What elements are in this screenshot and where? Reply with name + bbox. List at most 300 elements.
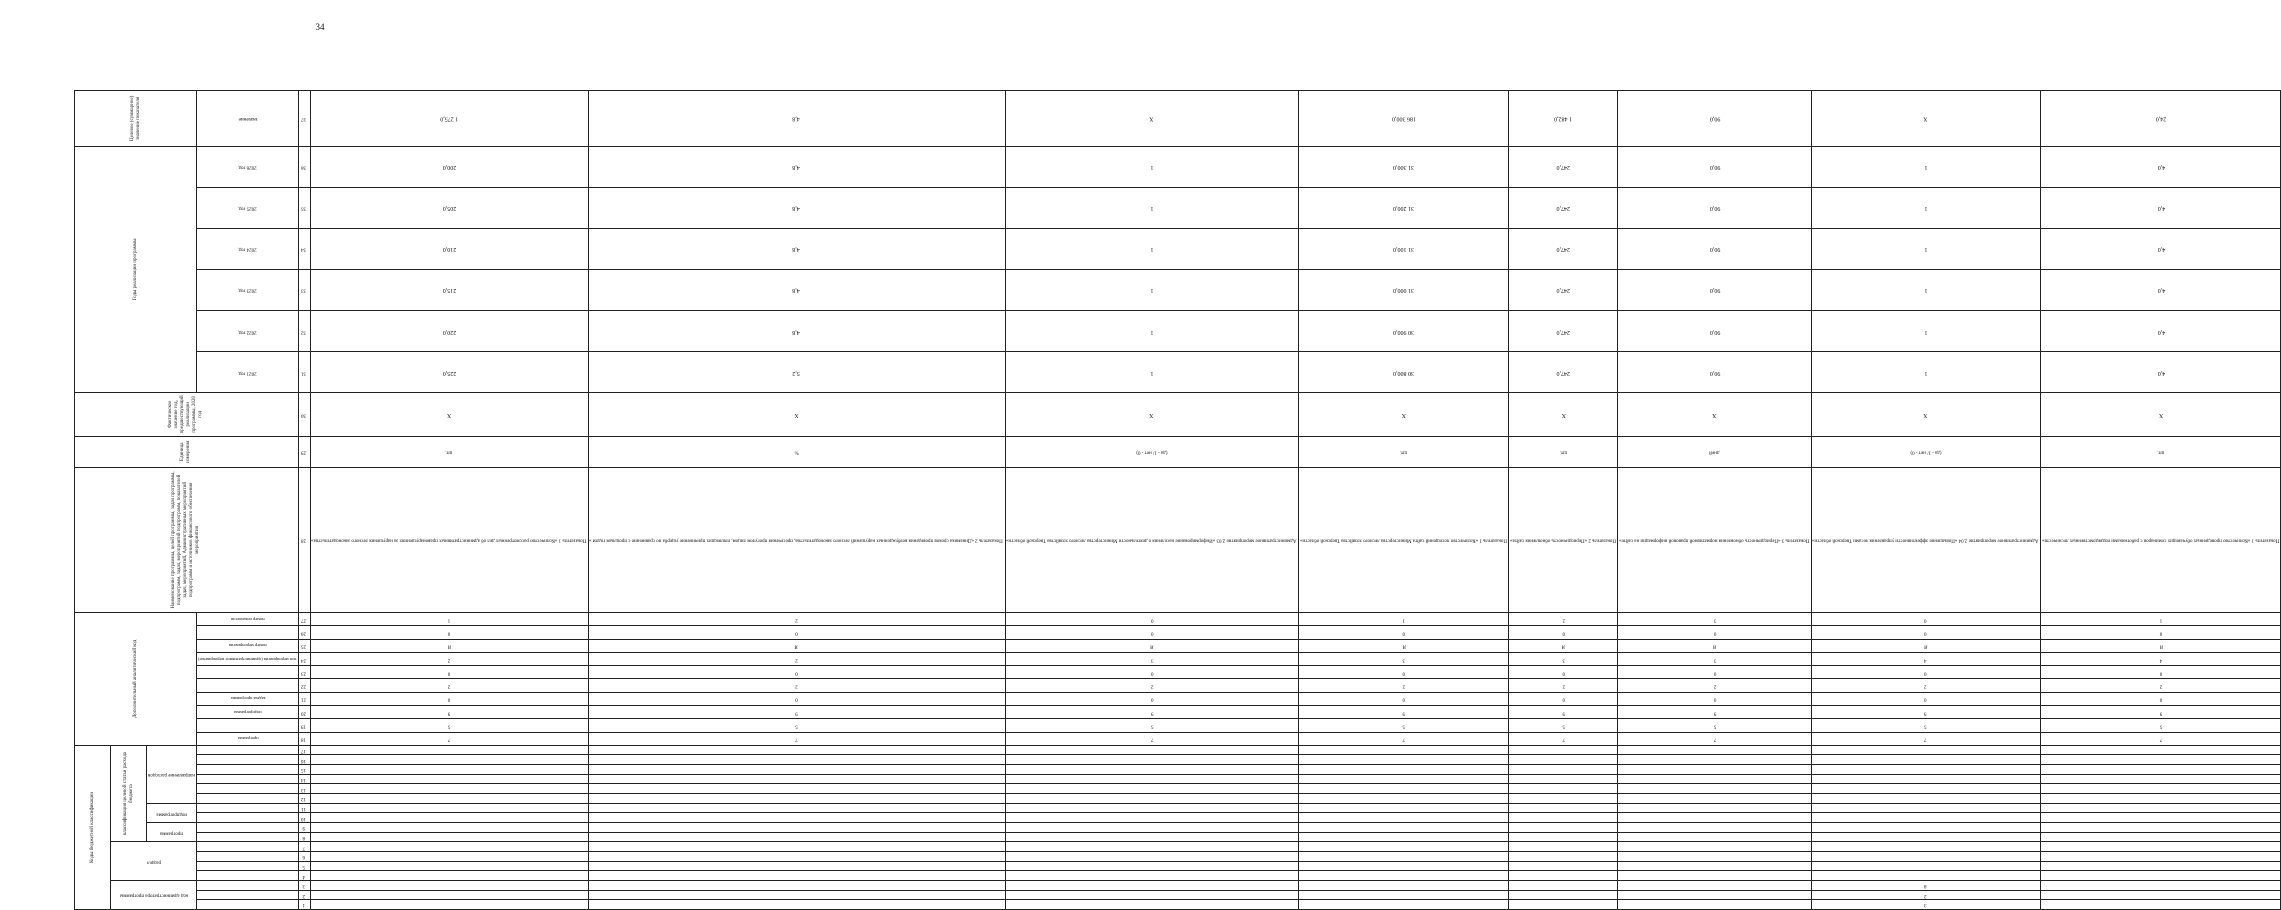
column-number: 4 xyxy=(298,871,310,881)
column-number: 37 xyxy=(298,91,310,147)
unit-cell: шт. xyxy=(1509,436,1618,467)
empty-code-cell xyxy=(1509,774,1618,784)
empty-code-cell xyxy=(588,823,1005,833)
column-number: 5 xyxy=(298,861,310,871)
extra-code-cell: 1 xyxy=(310,612,588,625)
header-blank-cell xyxy=(197,823,299,833)
admin-code-cell xyxy=(1005,890,1298,900)
year-value-cell: 4,8 xyxy=(588,269,1005,310)
empty-code-cell xyxy=(310,745,588,755)
header-admin-code: код администратора программы xyxy=(111,881,197,910)
header-section: раздел xyxy=(111,842,197,881)
extra-code-cell: 2 xyxy=(1509,679,1618,692)
column-number: 3 xyxy=(298,881,310,891)
empty-code-cell xyxy=(1618,745,1811,755)
header-measure-no xyxy=(197,626,299,639)
empty-code-cell xyxy=(1618,823,1811,833)
extra-code-cell: 2 xyxy=(2041,679,2281,692)
year-value-cell: 247,0 xyxy=(1509,269,1618,310)
admin-code-cell xyxy=(310,890,588,900)
column-number: 12 xyxy=(298,794,310,804)
extra-code-cell: Я xyxy=(1509,639,1618,652)
header-blank-cell xyxy=(197,842,299,852)
empty-code-cell xyxy=(1811,774,2041,784)
column-number: 7 xyxy=(298,842,310,852)
extra-code-cell: 0 xyxy=(1299,666,1509,679)
extra-code-cell: 0 xyxy=(1618,626,1811,639)
extra-code-cell: 7 xyxy=(1509,732,1618,745)
empty-code-cell xyxy=(1509,832,1618,842)
extra-code-cell: 2 xyxy=(310,679,588,692)
header-blank-cell xyxy=(197,881,299,891)
unit-cell: (да - 1/ нет - 0) xyxy=(1811,436,2041,467)
extra-code-cell: Я xyxy=(310,639,588,652)
empty-code-cell xyxy=(310,823,588,833)
header-measure-no: номер мероприятия xyxy=(197,639,299,652)
column-number: 14 xyxy=(298,774,310,784)
header-blank-cell xyxy=(197,794,299,804)
header-year: 2025 год xyxy=(197,187,299,228)
admin-code-cell xyxy=(588,890,1005,900)
column-number: 2 xyxy=(298,890,310,900)
empty-code-cell xyxy=(1299,803,1509,813)
empty-code-cell xyxy=(2041,794,2281,804)
empty-code-cell xyxy=(1811,784,2041,794)
admin-code-cell: 8 xyxy=(1811,881,2041,891)
extra-code-cell: Я xyxy=(1299,639,1509,652)
column-number: 23 xyxy=(298,666,310,679)
year-value-cell: 4,8 xyxy=(588,310,1005,351)
admin-code-cell xyxy=(310,881,588,891)
header-blank-cell xyxy=(197,890,299,900)
extra-code-cell: 2 xyxy=(588,612,1005,625)
header-task xyxy=(197,679,299,692)
header-target-title: Целевое (суммарное) значение показателя xyxy=(75,91,197,147)
empty-code-cell xyxy=(2041,774,2281,784)
empty-code-cell xyxy=(1811,871,2041,881)
empty-code-cell xyxy=(1005,842,1298,852)
extra-code-cell: 5 xyxy=(2041,719,2281,732)
target-value-cell: 1 275,0 xyxy=(310,91,588,147)
column-number: 21 xyxy=(298,692,310,705)
year-value-cell: 4,0 xyxy=(2041,146,2281,187)
extra-code-cell: 0 xyxy=(588,692,1005,705)
target-value-cell: 24,0 xyxy=(2041,91,2281,147)
year-value-cell: 90,0 xyxy=(1618,228,1811,269)
extra-code-cell: 0 xyxy=(310,626,588,639)
empty-code-cell xyxy=(310,755,588,765)
column-number: 17 xyxy=(298,745,310,755)
header-year: 2022 год xyxy=(197,310,299,351)
empty-code-cell xyxy=(2041,842,2281,852)
year-value-cell: 247,0 xyxy=(1509,146,1618,187)
extra-code-cell: 2 xyxy=(1811,679,2041,692)
admin-code-cell xyxy=(2041,881,2281,891)
header-row xyxy=(75,91,111,910)
empty-code-cell xyxy=(1005,852,1298,862)
year-value-cell: 90,0 xyxy=(1618,310,1811,351)
admin-code-cell: 2 xyxy=(1811,890,2041,900)
column-number: 22 xyxy=(298,679,310,692)
fin-year-cell: Х xyxy=(1811,393,2041,436)
header-target-value: значение xyxy=(197,91,299,147)
empty-code-cell xyxy=(2041,803,2281,813)
empty-code-cell xyxy=(1005,774,1298,784)
column-number: 26 xyxy=(298,626,310,639)
empty-code-cell xyxy=(1618,842,1811,852)
year-value-cell: 4,8 xyxy=(588,228,1005,269)
empty-code-cell xyxy=(1005,784,1298,794)
empty-code-cell xyxy=(310,803,588,813)
column-number: 32 xyxy=(298,310,310,351)
column-number: 13 xyxy=(298,784,310,794)
fin-year-cell: Х xyxy=(588,393,1005,436)
target-value-cell: 4,8 xyxy=(588,91,1005,147)
extra-code-cell: Я xyxy=(1811,639,2041,652)
year-value-cell: 1 xyxy=(1005,269,1298,310)
empty-code-cell xyxy=(1811,803,2041,813)
column-number: 31 xyxy=(298,352,310,393)
empty-code-cell xyxy=(310,794,588,804)
extra-code-cell: 7 xyxy=(588,732,1005,745)
header-indicator-no: номер показателя xyxy=(197,612,299,625)
empty-code-cell xyxy=(588,852,1005,862)
extra-code-cell: 3 xyxy=(1299,652,1509,665)
empty-code-cell xyxy=(1509,813,1618,823)
header-blank-cell xyxy=(197,832,299,842)
extra-code-cell: 0 xyxy=(1005,666,1298,679)
empty-code-cell xyxy=(1299,765,1509,775)
empty-code-cell xyxy=(1299,842,1509,852)
indicator-name: Показатель 1 «Количество проведенных обучающих семинаров с работниками подведомственных лесничеств» xyxy=(2041,467,2281,612)
year-value-cell: 1 xyxy=(1811,352,2041,393)
extra-code-cell: 2 xyxy=(1509,612,1618,625)
header-prog: программа xyxy=(197,732,299,745)
header-activity-type: тип мероприятия (административное мероприятие) xyxy=(197,652,299,665)
extra-code-cell: 9 xyxy=(2041,706,2281,719)
empty-code-cell xyxy=(1618,861,1811,871)
header-name: Наименование программы, целей программы, задач программы, подпрограмм, задач, мероприятий подпрограмм, показателей задач, мероприятий, Административных мероприятий подпрограмм и источников финансового обеспечения мероприятия xyxy=(75,467,299,612)
column-number: 25 xyxy=(298,639,310,652)
year-value-cell: 30 900,0 xyxy=(1299,310,1509,351)
year-value-cell: 200,0 xyxy=(310,146,588,187)
empty-code-cell xyxy=(310,852,588,862)
extra-code-cell: 0 xyxy=(1811,692,2041,705)
year-value-cell: 210,0 xyxy=(310,228,588,269)
empty-code-cell xyxy=(1811,765,2041,775)
extra-code-cell: 2 xyxy=(588,679,1005,692)
empty-code-cell xyxy=(588,794,1005,804)
target-value-cell: 1 482,0 xyxy=(1509,91,1618,147)
admin-code-cell xyxy=(588,881,1005,891)
column-number: 1 xyxy=(298,900,310,910)
header-subprog: подпрограмма xyxy=(197,706,299,719)
empty-code-cell xyxy=(1509,755,1618,765)
empty-code-cell xyxy=(1005,813,1298,823)
extra-code-cell: 0 xyxy=(1618,666,1811,679)
extra-code-cell: Я xyxy=(2041,639,2281,652)
empty-code-cell xyxy=(1618,784,1811,794)
table-row xyxy=(1005,91,1298,910)
column-number: 30 xyxy=(298,393,310,436)
empty-code-cell xyxy=(1811,861,2041,871)
year-value-cell: 1 xyxy=(1005,146,1298,187)
extra-code-cell: 9 xyxy=(588,706,1005,719)
empty-code-cell xyxy=(1811,813,2041,823)
admin-code-cell xyxy=(1618,890,1811,900)
extra-code-cell: Я xyxy=(1618,639,1811,652)
empty-code-cell xyxy=(1299,745,1509,755)
empty-code-cell xyxy=(1811,823,2041,833)
extra-code-cell: 0 xyxy=(2041,692,2281,705)
year-value-cell: 220,0 xyxy=(310,310,588,351)
empty-code-cell xyxy=(1509,803,1618,813)
target-value-cell: 90,0 xyxy=(1618,91,1811,147)
year-value-cell: 31 100,0 xyxy=(1299,228,1509,269)
extra-code-cell: 7 xyxy=(1299,732,1509,745)
column-number: 35 xyxy=(298,187,310,228)
empty-code-cell xyxy=(1509,842,1618,852)
admin-code-cell xyxy=(1005,881,1298,891)
empty-code-cell xyxy=(1618,852,1811,862)
indicator-name: Показатель 2 «Динамика сроков проведения возбужденных нарушений лесного законодательства, пресечения прогулом лицом, повлекших причинение ущерба по сравнению с прошлым годом » xyxy=(588,467,1005,612)
admin-code-cell xyxy=(2041,900,2281,910)
empty-code-cell xyxy=(1618,871,1811,881)
empty-code-cell xyxy=(310,784,588,794)
header-budget-codes: Коды бюджетной классификации xyxy=(75,745,111,909)
extra-code-cell: 0 xyxy=(1811,626,2041,639)
empty-code-cell xyxy=(2041,861,2281,871)
extra-code-cell: 0 xyxy=(588,666,1005,679)
column-number: 15 xyxy=(298,765,310,775)
empty-code-cell xyxy=(2041,832,2281,842)
header-blank-cell xyxy=(197,813,299,823)
empty-code-cell xyxy=(1618,755,1811,765)
extra-code-cell: 3 xyxy=(1618,612,1811,625)
year-value-cell: 4,0 xyxy=(2041,310,2281,351)
empty-code-cell xyxy=(1811,794,2041,804)
header-blank-cell xyxy=(197,765,299,775)
year-value-cell: 1 xyxy=(1811,228,2041,269)
empty-code-cell xyxy=(310,861,588,871)
extra-code-cell: 2 xyxy=(1299,679,1509,692)
year-value-cell: 1 xyxy=(1005,187,1298,228)
rotated-table-container xyxy=(74,90,2280,910)
indicator-name: Показатель 1 «Количество посещений сайта Министерства лесного хозяйства Тверской области» xyxy=(1299,467,1509,612)
empty-code-cell xyxy=(1509,745,1618,755)
target-value-cell: Х xyxy=(1811,91,2041,147)
empty-code-cell xyxy=(1299,832,1509,842)
fin-year-cell: Х xyxy=(2041,393,2281,436)
unit-cell: (да - 1/ нет - 0) xyxy=(1005,436,1298,467)
empty-code-cell xyxy=(1005,861,1298,871)
extra-code-cell: 1 xyxy=(1299,612,1509,625)
empty-code-cell xyxy=(310,871,588,881)
year-value-cell: 30 800,0 xyxy=(1299,352,1509,393)
extra-code-cell: Я xyxy=(588,639,1005,652)
extra-code-cell: 0 xyxy=(1509,666,1618,679)
extra-code-cell: 9 xyxy=(310,706,588,719)
empty-code-cell xyxy=(1618,813,1811,823)
empty-code-cell xyxy=(1509,784,1618,794)
target-value-cell: Х xyxy=(1005,91,1298,147)
extra-code-cell: 5 xyxy=(1811,719,2041,732)
empty-code-cell xyxy=(1299,852,1509,862)
extra-code-cell: 0 xyxy=(1005,692,1298,705)
fin-year-cell: Х xyxy=(310,393,588,436)
admin-code-cell xyxy=(1509,881,1618,891)
year-value-cell: 1 xyxy=(1811,146,2041,187)
empty-code-cell xyxy=(2041,784,2281,794)
fin-year-cell: Х xyxy=(1509,393,1618,436)
empty-code-cell xyxy=(1005,745,1298,755)
empty-code-cell xyxy=(588,861,1005,871)
empty-code-cell xyxy=(588,842,1005,852)
empty-code-cell xyxy=(2041,823,2281,833)
extra-code-cell: 0 xyxy=(1005,612,1298,625)
extra-code-cell: 7 xyxy=(2041,732,2281,745)
empty-code-cell xyxy=(1509,852,1618,862)
header-blank-cell xyxy=(197,774,299,784)
header-blank-cell xyxy=(197,900,299,910)
header-task xyxy=(197,666,299,679)
indicator-name: Показатель 2 «Периодичность обновления сайта» xyxy=(1509,467,1618,612)
empty-code-cell xyxy=(2041,745,2281,755)
header-direction: направление расходов xyxy=(147,745,197,803)
empty-code-cell xyxy=(1618,832,1811,842)
admin-code-cell xyxy=(1299,900,1509,910)
empty-code-cell xyxy=(1005,871,1298,881)
empty-code-cell xyxy=(1299,861,1509,871)
extra-code-cell: 2 xyxy=(310,652,588,665)
empty-code-cell xyxy=(1618,803,1811,813)
year-value-cell: 31 200,0 xyxy=(1299,187,1509,228)
admin-code-cell xyxy=(1509,890,1618,900)
header-target-article: классификация целевой статьи расхода бюджета xyxy=(111,745,147,842)
extra-code-cell: 9 xyxy=(1618,706,1811,719)
empty-code-cell xyxy=(2041,852,2281,862)
column-number: 20 xyxy=(298,706,310,719)
empty-code-cell xyxy=(310,774,588,784)
year-value-cell: 90,0 xyxy=(1618,146,1811,187)
extra-code-cell: 3 xyxy=(1618,652,1811,665)
extra-code-cell: 0 xyxy=(1811,666,2041,679)
fin-year-cell: Х xyxy=(1005,393,1298,436)
extra-code-cell: 0 xyxy=(1509,626,1618,639)
empty-code-cell xyxy=(1005,823,1298,833)
extra-code-cell: 0 xyxy=(2041,626,2281,639)
header-blank-cell xyxy=(197,861,299,871)
target-value-cell: 186 300,0 xyxy=(1299,91,1509,147)
year-value-cell: 247,0 xyxy=(1509,228,1618,269)
empty-code-cell xyxy=(1005,755,1298,765)
year-value-cell: 247,0 xyxy=(1509,310,1618,351)
extra-code-cell: 2 xyxy=(588,652,1005,665)
empty-code-cell xyxy=(2041,871,2281,881)
table-row xyxy=(1618,91,1811,910)
column-number: 6 xyxy=(298,852,310,862)
column-number: 19 xyxy=(298,719,310,732)
extra-code-cell: 9 xyxy=(1005,706,1298,719)
unit-cell: шт. xyxy=(1299,436,1509,467)
header-year: 2024 год xyxy=(197,228,299,269)
extra-code-cell: 7 xyxy=(1618,732,1811,745)
year-value-cell: 205,0 xyxy=(310,187,588,228)
year-value-cell: 5,2 xyxy=(588,352,1005,393)
empty-code-cell xyxy=(2041,765,2281,775)
unit-cell: шт. xyxy=(310,436,588,467)
column-number: 16 xyxy=(298,755,310,765)
unit-cell: дней xyxy=(1618,436,1811,467)
extra-code-cell: 5 xyxy=(1005,719,1298,732)
year-value-cell: 247,0 xyxy=(1509,352,1618,393)
year-value-cell: 4,0 xyxy=(2041,352,2281,393)
admin-code-cell xyxy=(1618,900,1811,910)
empty-code-cell xyxy=(1005,803,1298,813)
empty-code-cell xyxy=(1509,871,1618,881)
extra-code-cell: 0 xyxy=(588,626,1005,639)
extra-code-cell: 1 xyxy=(2041,612,2281,625)
unit-cell: шт. xyxy=(2041,436,2281,467)
extra-code-cell: 0 xyxy=(2041,666,2281,679)
extra-code-cell: 7 xyxy=(1811,732,2041,745)
admin-code-cell xyxy=(588,900,1005,910)
extra-code-cell: 2 xyxy=(1618,679,1811,692)
empty-code-cell xyxy=(1618,774,1811,784)
header-blank-cell xyxy=(197,784,299,794)
empty-code-cell xyxy=(588,755,1005,765)
empty-code-cell xyxy=(588,745,1005,755)
table-row xyxy=(310,91,588,910)
extra-code-cell: 0 xyxy=(310,692,588,705)
header-extra-code: Дополнительный аналитический код xyxy=(75,612,197,745)
year-value-cell: 4,8 xyxy=(588,146,1005,187)
column-number: 24 xyxy=(298,652,310,665)
extra-code-cell: 7 xyxy=(1005,732,1298,745)
column-number: 9 xyxy=(298,823,310,833)
empty-code-cell xyxy=(588,765,1005,775)
admin-code-cell xyxy=(1005,900,1298,910)
header-prog xyxy=(197,719,299,732)
empty-code-cell xyxy=(1811,755,2041,765)
year-value-cell: 90,0 xyxy=(1618,352,1811,393)
header-blank-cell xyxy=(197,745,299,755)
empty-code-cell xyxy=(2041,755,2281,765)
empty-code-cell xyxy=(588,774,1005,784)
extra-code-cell: 5 xyxy=(310,719,588,732)
header-blank-cell xyxy=(197,755,299,765)
empty-code-cell xyxy=(1299,813,1509,823)
empty-code-cell xyxy=(1509,823,1618,833)
column-number-row xyxy=(298,91,310,910)
empty-code-cell xyxy=(1811,832,2041,842)
fin-year-cell: Х xyxy=(1299,393,1509,436)
program-table xyxy=(74,90,2281,910)
empty-code-cell xyxy=(588,871,1005,881)
extra-code-cell: 0 xyxy=(1299,692,1509,705)
header-program: программа xyxy=(147,823,197,842)
empty-code-cell xyxy=(1811,842,2041,852)
empty-code-cell xyxy=(1299,755,1509,765)
extra-code-cell: 5 xyxy=(1509,719,1618,732)
header-year: 2021 год xyxy=(197,352,299,393)
indicator-name: Административное мероприятие 2.03 «Информирование населения о деятельности Министерства лесного хозяйства Тверской области» xyxy=(1005,467,1298,612)
column-number: 34 xyxy=(298,228,310,269)
extra-code-cell: 4 xyxy=(2041,652,2281,665)
admin-code-cell xyxy=(1299,890,1509,900)
year-value-cell: 1 xyxy=(1811,269,2041,310)
extra-code-cell: 3 xyxy=(1509,652,1618,665)
